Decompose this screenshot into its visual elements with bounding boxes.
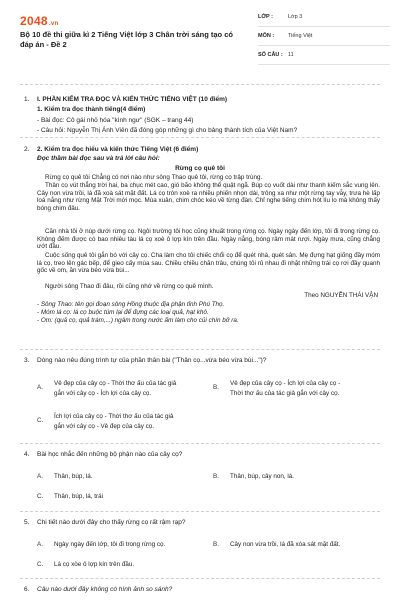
- option-text: Ngày ngày đến lớp, tôi đi trong rừng cọ.: [54, 541, 166, 548]
- meta-value: 11: [288, 52, 294, 58]
- meta-key: SỐ CÂU :: [258, 52, 283, 58]
- option-text: Lá cọ xòe ô lợp kín trên đầu.: [54, 561, 135, 568]
- answer-option-a[interactable]: [37, 379, 212, 399]
- option-text: gắn với cây cọ - Ích lợi của cây cọ.: [54, 390, 152, 397]
- question-instruction: Đọc thầm bài đọc sau và trả lời câu hỏi:: [37, 155, 160, 162]
- option-letter: B.: [213, 473, 219, 480]
- meta-key: MÔN :: [258, 33, 275, 39]
- question-heading: 2. Kiểm tra đọc hiểu và kiến thức Tiếng Việt (6 điểm): [37, 146, 199, 153]
- passage-paragraph: Cuộc sống quê tôi gắn bó với cây cọ. Cha làm cho tôi chiếc chổi cọ để quét nhà, quét sân. Mẹ đựng hạt giống đầy móm lá cọ, treo lên gác bếp, để gieo cấy mùa sau. Chiều chiều chăn trâu, chúng tôi rủ nhau đi nhặt những trái cọ rơi đầy quanh gốc về om, ăn vừa béo vừa bùi...: [37, 252, 380, 275]
- divider: [20, 137, 380, 138]
- answer-option-c[interactable]: [37, 560, 212, 570]
- document-title: Bộ 10 đề thi giữa kì 2 Tiếng Việt lớp 3 Chân trời sáng tạo có đáp án - Đề 2: [20, 30, 233, 49]
- passage-author: Theo NGUYỄN THÁI VẬN: [304, 292, 378, 299]
- question-subheading: 1. Kiểm tra đọc thành tiếng(4 điểm): [37, 106, 146, 113]
- question-text: Bài học nhắc đến những bộ phận nào của cây cọ?: [37, 451, 183, 458]
- question-heading: I. PHẦN KIỂM TRA ĐỌC VÀ KIẾN THỨC TIẾNG VIỆT (10 điểm): [37, 96, 228, 103]
- question-number: 5.: [24, 519, 30, 526]
- answer-option-b[interactable]: [213, 472, 383, 482]
- option-text: Cây non vừa trồi, lá đã xòa sát mặt đất.: [230, 541, 341, 548]
- divider: [20, 349, 380, 350]
- meta-table: [258, 8, 390, 65]
- option-text: Thân, búp, lá, trái: [54, 493, 104, 500]
- option-text: Thời thơ ấu của tác giả gắn với cây cọ.: [230, 390, 340, 397]
- logo-text: 2048: [20, 14, 48, 28]
- option-text: Thân, búp, cây non, lá.: [230, 473, 295, 480]
- divider: [20, 578, 380, 579]
- question-line: - Câu hỏi: Nguyễn Thị Ánh Viên đã đóng góp những gì cho bảng thành tích của Việt Nam?: [37, 127, 298, 134]
- option-letter: B.: [213, 384, 219, 391]
- meta-row-grade: [258, 8, 390, 27]
- option-letter: B.: [213, 541, 219, 548]
- passage-title: Rừng cọ quê tôi: [175, 165, 225, 172]
- meta-value: Tiếng Việt: [288, 33, 313, 39]
- passage-note: - Sông Thao: tên gọi đoạn sông Hồng thuộc địa phận tỉnh Phú Thọ.: [37, 301, 225, 308]
- option-letter: C.: [37, 417, 44, 424]
- meta-row-count: [258, 46, 390, 65]
- meta-value: Lớp 3: [288, 14, 303, 20]
- question-number: 4.: [24, 451, 30, 458]
- question-line: - Bài đọc: Cô gái nhỏ hóa "kình ngư" (SGK – trang 44): [37, 117, 194, 124]
- question-number: 6.: [24, 586, 30, 593]
- passage-paragraph: Căn nhà tôi ở núp dưới rừng cọ. Ngôi trường tôi học cũng khuất trong rừng cọ. Ngày ngày đến lớp, tôi đi trong rừng cọ. Không đếm được có bao nhiêu tàu lá cọ xoè ô lợp kín trên đầu. Ngày nắng, bóng râm mát rượi. Ngày mưa, cũng chẳng ướt đầu.: [37, 228, 380, 251]
- question-text: Câu nào dưới đây không có hình ảnh so sánh?: [37, 586, 173, 593]
- option-text: Thân, búp, lá.: [54, 473, 93, 480]
- passage-paragraph: Rừng cọ quê tôi Chẳng có nơi nào như sông Thao quê tôi, rừng cọ trập trùng.: [45, 174, 263, 181]
- option-text: Vẻ đẹp của cây cọ - Ích lợi của cây cọ -: [230, 380, 341, 387]
- option-letter: A.: [37, 541, 43, 548]
- answer-option-c[interactable]: [37, 412, 212, 432]
- answer-option-a[interactable]: [37, 472, 212, 482]
- divider: [20, 443, 380, 444]
- meta-key: LỚP :: [258, 14, 273, 20]
- option-letter: C.: [37, 493, 44, 500]
- question-text: Chi tiết nào dưới đây cho thấy rừng cọ rất rậm rạp?: [37, 519, 186, 526]
- option-text: Vẻ đẹp của cây cọ - Thời thơ ấu của tác giả: [54, 380, 177, 387]
- option-letter: C.: [37, 561, 44, 568]
- passage-note: - Móm lá cọ: lá cọ buộc túm lại để đựng các loại quả, hạt khô.: [37, 309, 209, 316]
- option-text: gắn với cây cọ - Vẻ đẹp của cây cọ.: [54, 423, 155, 430]
- answer-option-b[interactable]: [213, 379, 383, 399]
- passage-paragraph: Thân cọ vút thẳng trời hai, ba chục mét cao, gió bão không thể quật ngã. Búp cọ vuốt dài như thanh kiếm sắc vung lên. Cây non vừa trồi, lá đã xoà sát mặt đất. Lá cọ tròn xoè ra nhiều phiến nhọn dài, trông xa như một rừng tay vẫy, trưa hè lấp loá nắng như rừng Mặt Trời mới mọc. Mùa xuân, chim chóc kéo về từng đàn. Chỉ nghe tiếng chim hót líu lo mà không thấy bóng chim đâu.: [37, 182, 380, 212]
- passage-paragraph: Người sông Thao đi đâu, rồi cũng nhớ về rừng cọ quê mình.: [45, 283, 214, 290]
- passage-note: - Om: (quả cọ, quả trám,...) ngâm trong nước ấm làm cho củi chín bở ra.: [37, 317, 239, 324]
- answer-option-c[interactable]: [37, 492, 212, 502]
- option-text: Ích lợi của cây cọ - Thời thơ ấu của tác giả: [54, 413, 174, 420]
- page-header: [0, 0, 400, 68]
- question-text: Dòng nào nêu đúng trình tự của phần thân bài ("Thân cọ...vừa béo vừa bùi...")?: [37, 357, 267, 364]
- site-logo[interactable]: [20, 14, 58, 28]
- answer-option-a[interactable]: [37, 540, 212, 550]
- question-number: 3.: [24, 357, 30, 364]
- answer-option-b[interactable]: [213, 540, 383, 550]
- question-number: 2.: [24, 146, 30, 153]
- option-letter: A.: [37, 384, 43, 391]
- logo-suffix: .vn: [48, 21, 59, 27]
- divider: [20, 511, 380, 512]
- meta-row-subject: [258, 27, 390, 46]
- option-letter: A.: [37, 473, 43, 480]
- divider: [20, 84, 380, 85]
- question-number: 1.: [24, 96, 30, 103]
